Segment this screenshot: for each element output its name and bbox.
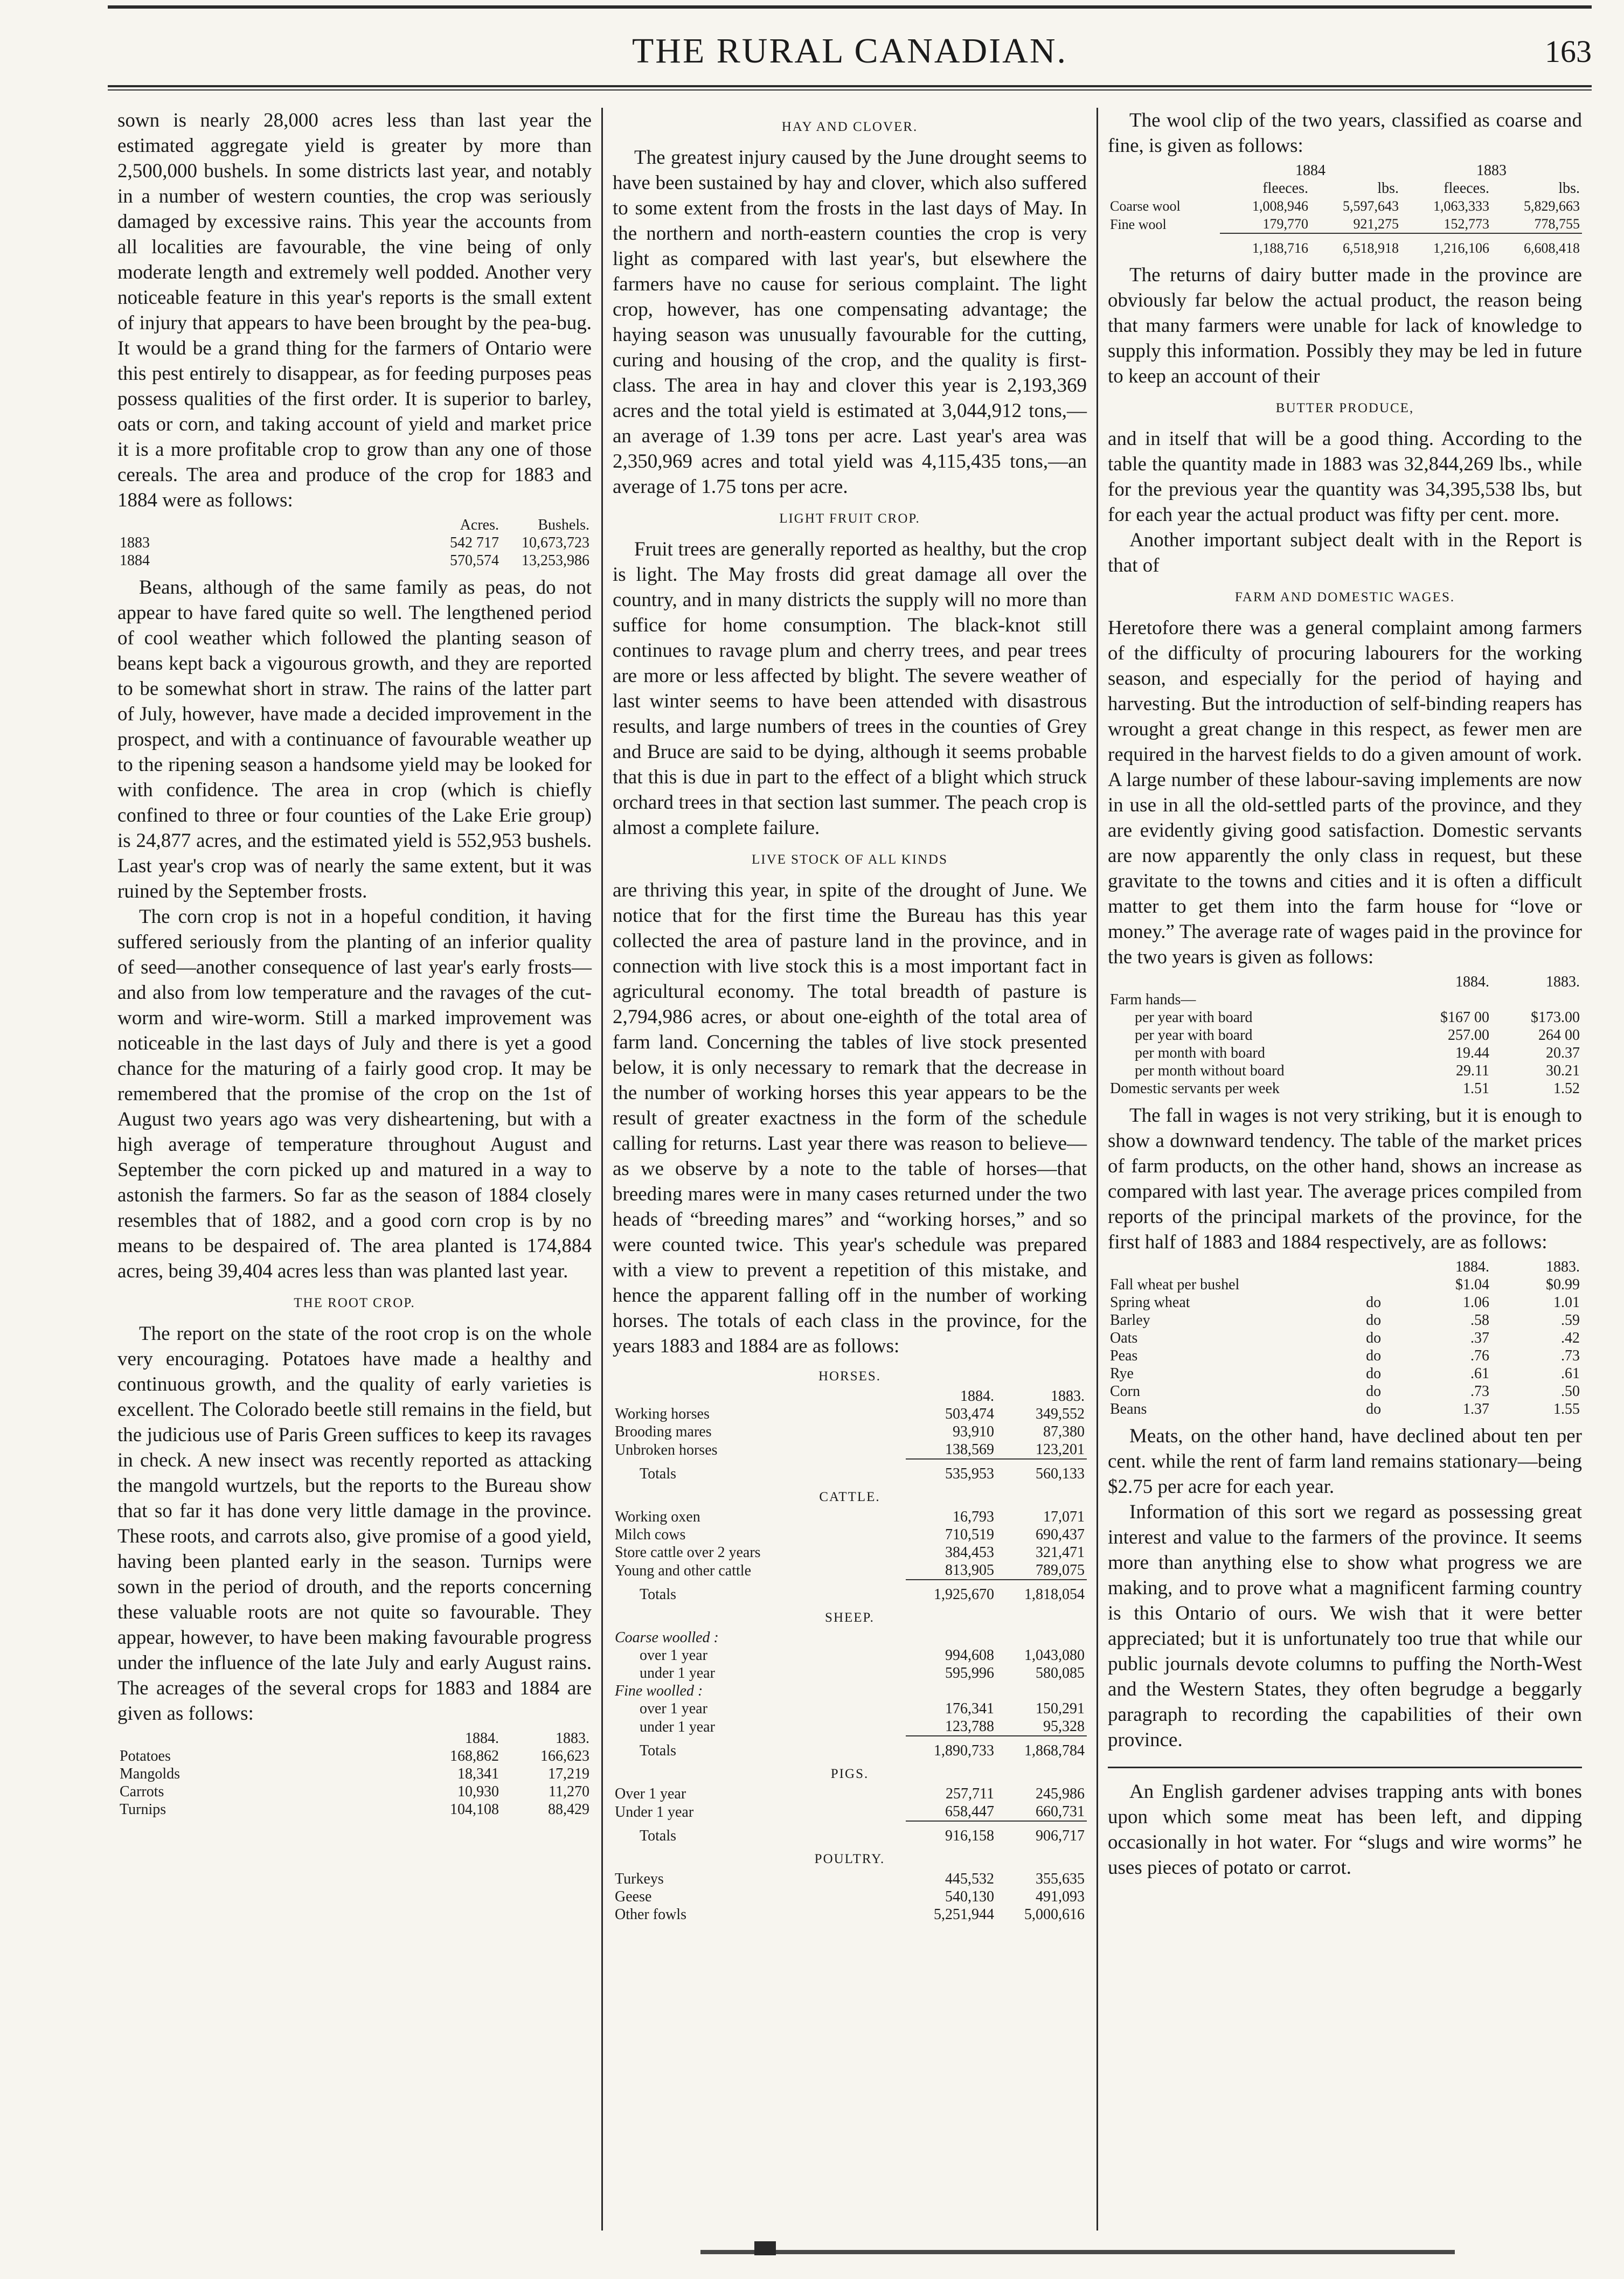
col-header: Bushels. (538, 517, 589, 533)
table-total-row: Totals 535,953 560,133 (613, 1459, 1087, 1483)
table-total-row: Totals 916,158 906,717 (613, 1821, 1087, 1845)
paragraph: The returns of dairy butter made in the province are obviously far below the actual product, the reason being that many farmers were unable for lack of knowledge to supply this information. Possibly they may be led in future to keep an account of their (1108, 264, 1582, 387)
paragraph: The greatest injury caused by the June drought seems to have been sustained by hay and clover, which also suffered to some extent from the frosts in the last days of May. In the northern and north-eastern counties the crop is very light as compared with last year's, but elsewhere the farmers have no cause for serious complaint. The light crop, however, has one compensating advantage; the haying season was unusually favourable for the cutting, curing and housing of the crop, and the quality is first-class. The area in hay and clover this year is 2,193,369 acres and the total yield is estimated at 3,044,912 tons,—an average of 1.39 tons per acre. Last year's area was 2,350,969 acres and total yield was 4,115,435 tons,—an average of 1.75 tons per acre. (613, 147, 1087, 498)
table-row: Unbroken horses 138,569 123,201 (615, 1441, 1085, 1458)
table-subgroup-label: Farm hands— (1110, 991, 1196, 1008)
table-row: under 1 year 123,788 95,328 (640, 1718, 1085, 1735)
paragraph: sown is nearly 28,000 acres less than last year the estimated aggregate yield is greater by more than 2,500,000 bushels. In some districts last year, and notably in a number of western counties, the crop was seriously damaged by excessive rains. This year the accounts from all localities are favourable, the vine being of only moderate length and extremely well podded. Another very noticeable feature in this year's reports is the small extent of injury that appears to have been brought by the pea-bug. It would be a grand thing for the farmers of Ontario were this pest entirely to disappear, as for feeding purposes peas possess qualities of the first order. It is superior to barley, oats or corn, and taking account of yield and market price it is a more profitable crop to grow than any one of those cereals. The area and produce of the crop for 1883 and 1884 were as follows: (117, 109, 592, 511)
column-1 (108, 108, 601, 2231)
column-3 (1096, 108, 1592, 2231)
masthead (108, 22, 1592, 81)
page-title: THE RURAL CANADIAN. (631, 31, 1067, 71)
table-row: Corn do .73 .50 (1110, 1383, 1580, 1400)
paragraph: The report on the state of the root crop is on the whole very encouraging. Potatoes have made a healthy and continuous growth, and the quality of early varieties is excellent. The Colorado beetle still remains in the field, but the judicious use of Paris Green suffices to keep its ravages in check. A new insect was recently reported as attacking the mangold wurtzels, but the reports to the Bureau show that so far it has done very little damage in the province. These roots, and carrots also, give promise of a good yield, having been planted early in the season. Turnips were sown in the period of drouth, and the reports concerning these valuable roots are not quite so favourable. They appear, however, to have been making favourable progress under the influence of the late July and early August rains. The acreages of the several crops for 1883 and 1884 are given as follows: (117, 1323, 592, 1725)
table-row: Young and other cattle 813,905 789,075 (615, 1562, 1085, 1579)
wages-table: 1884. 1883. Farm hands— per year with board $167 00 $173.00 per year with board 257.00 264 00 per month with board 19.44 20.37 per month without board 29.11 30.21 Domestic servants per week 1.51 1.52 (1108, 973, 1582, 1097)
table-row: Under 1 year 658,447 660,731 (615, 1803, 1085, 1821)
table-row: Fall wheat per bushel $1.04 $0.99 (1110, 1276, 1580, 1293)
table-group-heading: SHEEP. (825, 1610, 875, 1625)
table-row: over 1 year 994,608 1,043,080 (640, 1647, 1085, 1664)
table-row: Other fowls 5,251,944 5,000,616 (615, 1906, 1085, 1923)
top-rule (108, 5, 1592, 9)
table-row: Fine wool 179,770 921,275 152,773 778,755 (1110, 216, 1580, 232)
table-row: Over 1 year 257,711 245,986 (615, 1785, 1085, 1802)
table-row: Geese 540,130 491,093 (615, 1888, 1085, 1905)
table-group-heading: HORSES. (818, 1369, 882, 1384)
table-total-row: Totals 1,890,733 1,868,784 (613, 1736, 1087, 1760)
table-row: under 1 year 595,996 580,085 (640, 1665, 1085, 1682)
table-row: Working horses 503,474 349,552 (615, 1406, 1085, 1422)
table-row: Turkeys 445,532 355,635 (615, 1871, 1085, 1887)
table-row: over 1 year 176,341 150,291 (640, 1700, 1085, 1717)
prices-table: 1884. 1883. Fall wheat per bushel $1.04 $0.99 Spring wheat do 1.06 1.01 Barley do .58 .59 Oats do .37 .42 Peas do .76 .73 Rye do .61 .61 Corn do .73 .50 Beans do 1.37 1.55 (1108, 1258, 1582, 1418)
table-subgroup-label: Coarse woolled : (615, 1629, 719, 1646)
table-row: Barley do .58 .59 (1110, 1312, 1580, 1329)
table-row: Milch cows 710,519 690,437 (615, 1526, 1085, 1543)
paragraph: Beans, although of the same family as peas, do not appear to have fared quite so well. The lengthened period of cool weather which followed the planting season of beans kept back a vigourous growth, and they are reported to be somewhat short in straw. The rains of the latter part of July, however, have made a decided improvement in the prospect, and with a continuance of favourable weather up to the ripening season a handsome yield may be looked for with confidence. The area in crop (which is chiefly confined to three or four counties of the Lake Erie group) is 24,877 acres, and the estimated yield is 552,953 bushels. Last year's crop was of nearly the same extent, but it was ruined by the September frosts. (117, 576, 592, 902)
paragraph: An English gardener advises trapping ants with bones upon which some meat has been left, and dipping occasionally in hot water. For “slugs and wire worms” he uses pieces of potato or carrot. (1108, 1781, 1582, 1879)
table-row: Potatoes 168,862 166,623 (120, 1748, 589, 1764)
table-row: Mangolds 18,341 17,219 (120, 1766, 589, 1782)
table-row: per month with board 19.44 20.37 (1135, 1045, 1580, 1061)
livestock-table: HORSES. 1884. 1883. Working horses 503,474 349,552 Brooding mares 93,910 87,380 Unbroken horses 138,569 123,201 Totals 535,953 560,133 CATTLE. Working oxen 16,793 17,071 Milch cows 710,519 690,437 Store cattle over 2 years 384,453 321,471 Young and other cattle 813,905 789,075 Totals 1,925,670 1,818,054 SHEEP. Coarse woolled : over 1 year 994,608 1,043,080 under 1 year 595,996 580,085 Fine woolled : over 1 year 176,341 150,291 under 1 year 123,788 95,328 Totals 1,890,733 1,868,784 PIGS. Over 1 year 257,711 245,986 Under 1 year 658,447 660,731 Totals 916,158 906,717 POULTRY. Turkeys 445,532 355,635 Geese 540,130 491,093 Other fowls 5,251,944 5,000,616 (613, 1362, 1087, 1923)
section-heading: LIGHT FRUIT CROP. (779, 511, 920, 526)
table-total-row: 1,188,716 6,518,918 1,216,106 6,608,418 (1108, 233, 1582, 257)
table-total-row: Totals 1,925,670 1,818,054 (613, 1580, 1087, 1603)
peas-table (117, 516, 592, 569)
col-header: Acres. (460, 517, 499, 533)
column-2 (601, 108, 1096, 2231)
roots-table: 1884. 1883. Potatoes 168,862 166,623 Mangolds 18,341 17,219 Carrots 10,930 11,270 Turnips 104,108 88,429 (117, 1729, 592, 1818)
table-row: Turnips 104,108 88,429 (120, 1801, 589, 1818)
section-heading: THE ROOT CROP. (294, 1296, 415, 1310)
paragraph: The fall in wages is not very striking, but it is enough to show a downward tendency. The table of the market prices of farm products, on the other hand, shows an increase as compared with last year. The average prices compiled from reports of the principal markets of the province, for the first half of 1883 and 1884 respectively, are as follows: (1108, 1104, 1582, 1253)
header-rule-thin (108, 89, 1592, 91)
paragraph: Fruit trees are generally reported as healthy, but the crop is light. The May frosts did great damage all over the country, and in many districts the supply will no more than suffice for home consumption. The black-knot still continues to ravage plum and cherry trees, and pear trees are more or less affected by blight. The severe weather of last winter seems to have been attended with disastrous results, and large numbers of trees in the counties of Grey and Bruce are said to be dying, although it seems probable that this is due in part to the effect of a blight which struck orchard trees in that section last summer. The peach crop is almost a complete failure. (613, 538, 1087, 839)
section-heading: HAY AND CLOVER. (781, 120, 918, 134)
table-group-heading: PIGS. (830, 1767, 869, 1781)
header-rule (108, 85, 1592, 87)
table-row: Rye do .61 .61 (1110, 1365, 1580, 1382)
paragraph: Information of this sort we regard as possessing great interest and value to the farmers of the province. It seems more than anything else to show what progress we are making, and to prove what a magnificent farming country is this Ontario of ours. We wish that it were better appreciated; but it is unfortunately too true that while our public journals devote columns to puffing the North-West and the Western States, they often begrudge a beggarly paragraph to recording the capabilities of their own province. (1108, 1501, 1582, 1751)
page-number: 163 (1545, 34, 1592, 69)
table-row: Working oxen 16,793 17,071 (615, 1509, 1085, 1525)
table-row: Oats do .37 .42 (1110, 1330, 1580, 1346)
table-row: Spring wheat do 1.06 1.01 (1110, 1294, 1580, 1311)
paragraph: and in itself that will be a good thing. According to the table the quantity made in 1883 was 32,844,269 lbs., while for the previous year the quantity was 34,395,538 lbs, but for each year the actual product was fifty per cent. more. (1108, 428, 1582, 526)
table-subgroup-label: Fine woolled : (615, 1683, 703, 1699)
table-row: per year with board $167 00 $173.00 (1135, 1009, 1580, 1026)
bottom-smudge (754, 2241, 776, 2255)
table-row: 1883 542 717 10,673,723 (120, 534, 589, 551)
paragraph: The corn crop is not in a hopeful condition, it having suffered seriously from the planting of an inferior quality of seed—another consequence of last year's early frosts—and also from low temperature and the ravages of the cut-worm and wire-worm. Still a marked improvement was noticeable in the last days of July and there is yet a good chance for the maturing of a fairly good crop. It may be remembered that the promise of the crop on the 1st of August two years ago was very disheartening, but with a high average of temperature throughout August and September the corn picked up and matured in a way to astonish the farmers. So far as the season of 1884 closely resembles that of 1882, and a good corn crop is by no means to be despaired of. The area planted is 174,884 acres, being 39,404 acres less than was planted last year. (117, 906, 592, 1282)
table-row: Store cattle over 2 years 384,453 321,471 (615, 1544, 1085, 1561)
paragraph: Another important subject dealt with in the Report is that of (1108, 529, 1582, 576)
wool-table: 1884 1883 fleeces. lbs. fleeces. lbs. Coarse wool 1,008,946 5,597,643 1,063,333 5,829,663 Fine wool 179,770 921,275 152,773 778,755 1,188,716 6,518,918 1,216,106 6,608,418 (1108, 162, 1582, 257)
table-row: Domestic servants per week 1.51 1.52 (1110, 1080, 1580, 1097)
table-group-heading: CATTLE. (819, 1490, 880, 1504)
table-row: Beans do 1.37 1.55 (1110, 1401, 1580, 1418)
paragraph: The wool clip of the two years, classified as coarse and fine, is given as follows: (1108, 109, 1582, 157)
table-row: per year with board 257.00 264 00 (1135, 1027, 1580, 1044)
paragraph: Meats, on the other hand, have declined about ten per cent. while the rent of farm land remains stationary—being $2.75 per acre for each year. (1108, 1425, 1582, 1498)
table-row: per month without board 29.11 30.21 (1135, 1062, 1580, 1079)
section-heading: FARM AND DOMESTIC WAGES. (1234, 590, 1455, 605)
section-heading: BUTTER PRODUCE, (1275, 401, 1414, 415)
table-row: Carrots 10,930 11,270 (120, 1783, 589, 1800)
table-group-heading: POULTRY. (814, 1852, 885, 1866)
section-divider (1108, 1767, 1582, 1768)
paragraph: Heretofore there was a general complaint among farmers of the difficulty of procuring labourers for the working season, and especially for the period of haying and harvesting. But the introduction of self-binding reapers has wrought a great change in this respect, as fewer men are required in the harvest fields to do a given amount of work. A large number of these labour-saving implements are now in use in all the old-settled parts of the province, and they are evidently giving good satisfaction. Domestic servants are now apparently the only class in request, but these gravitate to the towns and cities and it is often a difficult matter to get them into the farm house for “love or money.” The average rate of wages paid in the province for the two years is given as follows: (1108, 617, 1582, 968)
paragraph: are thriving this year, in spite of the drought of June. We notice that for the first time the Bureau has this year collected the area of pasture land in the province, and in connection with live stock this is a most important fact in agricultural economy. The total breadth of pasture is 2,794,986 acres, or about one-eighth of the total area of farm land. Concerning the tables of live stock presented below, it is only necessary to remark that the decrease in the number of working horses this year appears to be the result of greater exactness in the form of the schedule calling for returns. Last year there was reason to believe—as we observe by a note to the table of horses—that breeding mares were in many cases returned under the two heads of “breeding mares” and “working horses,” and so were counted twice. This year's schedule was prepared with a view to prevent a repetition of this mistake, and hence the apparent falling off in the number of working horses. The totals of each class in the province, for the years 1883 and 1884 are as follows: (613, 879, 1087, 1357)
bottom-rule (700, 2250, 1455, 2254)
table-row: Coarse wool 1,008,946 5,597,643 1,063,333 5,829,663 (1110, 198, 1580, 214)
table-row: Brooding mares 93,910 87,380 (615, 1423, 1085, 1440)
section-heading: LIVE STOCK OF ALL KINDS (751, 852, 948, 867)
table-row: 1884 570,574 13,253,986 (120, 552, 589, 569)
article-columns (108, 108, 1592, 2231)
table-row: Peas do .76 .73 (1110, 1347, 1580, 1364)
